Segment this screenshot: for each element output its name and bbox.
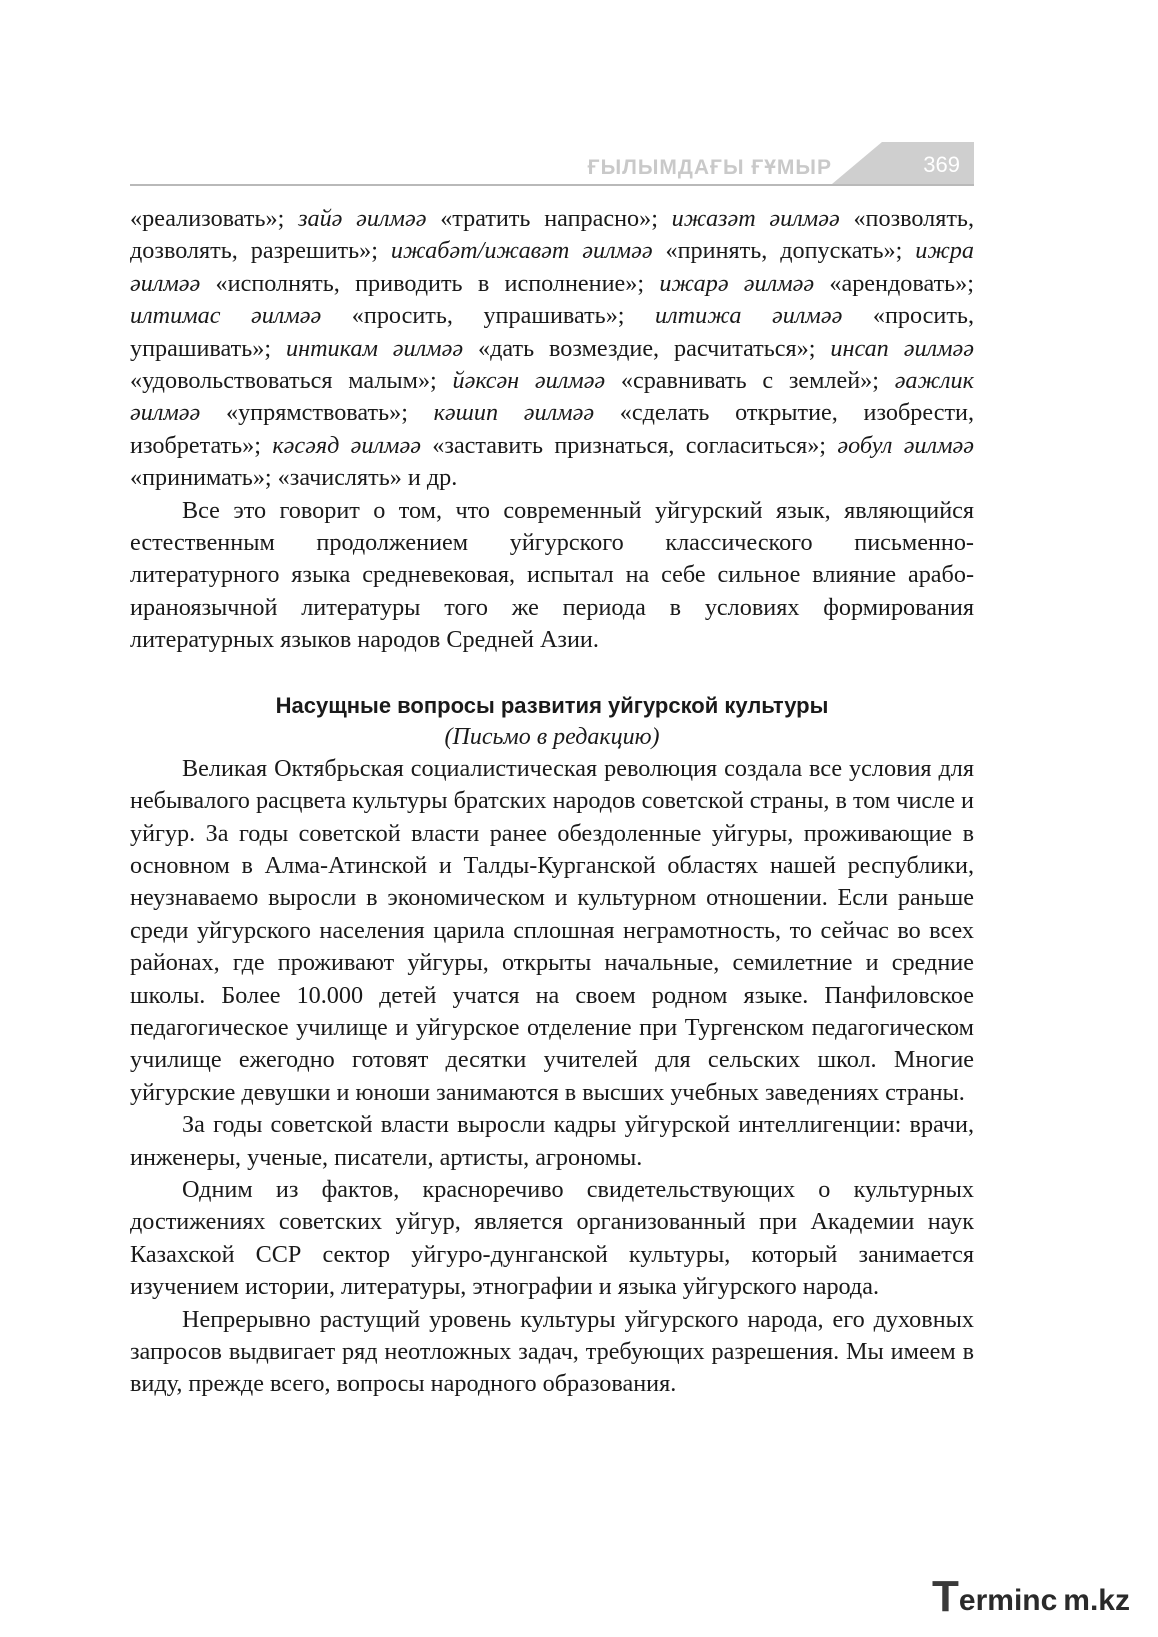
italic-term: илтижа әилмәә — [655, 302, 843, 330]
header-tab-wedge — [832, 142, 882, 184]
italic-term: интикам әилмәә — [285, 334, 464, 362]
text-run: «дать возмездие, расчитаться»; — [463, 334, 831, 362]
watermark-text: erminc m.kz — [958, 1584, 1130, 1617]
italic-term: әажлик әилмәә — [130, 367, 974, 427]
section-subheading: (Письмо в редакцию) — [444, 723, 660, 750]
italic-term: йәксән әилмәә — [452, 367, 606, 395]
text-run: «принимать»; «зачислять» и др. — [130, 464, 458, 492]
italic-term: инсап әилмәә — [830, 334, 974, 362]
text-run: «тратить напрасно»; — [426, 205, 672, 232]
italic-term: әобул әилмәә — [837, 431, 974, 459]
running-header — [130, 138, 974, 188]
watermark-initial: T — [932, 1572, 959, 1621]
paragraph-education: Непрерывно растущий уровень культуры уйгурского народа, его духовных запросов выдвигает ряд неотложных задач, требующих разрешения. Мы имеем в виду, прежде всего, вопросы народного образования. — [130, 1305, 974, 1398]
paragraph-academy: Одним из фактов, красноречиво свидетельствующих о культурных достижениях советских уйгур, является организованный при Академии наук Казахской ССР сектор уйгуро-дунганской культуры, который занимается изучением истории, литературы, этнографии и языка уйгурского народа. — [130, 1175, 974, 1301]
text-run: «реализовать»; — [130, 205, 299, 232]
paragraph-conclusion: Все это говорит о том, что современный уйгурский язык, являющийся естественным продолжением уйгурского классического письменно-литературного языка средневековая, испытал на себе сильное влияние арабо-ираноязычной литературы того же периода в условиях формирования литературных языков народов Средней Азии. — [130, 496, 974, 654]
italic-term: зайә әилмәә — [298, 205, 427, 232]
italic-term: ижарә әилмәә — [659, 269, 815, 297]
paragraph-revolution: Великая Октябрьская социалистическая революция создала все условия для небывалого расцвета культуры братских народов советской страны, в том числе и уйгур. За годы советской власти ранее обездоленные уйгуры, проживающие в основном в Алма-Атинской и Талды-Курганской областях нашей республики, неузнаваемо выросли в экономическом и культурном отношении. Если раньше среди уйгурского населения царила сплошная неграмотность, то сейчас во всех районах, где проживают уйгуры, открыты начальные, семилетние и средние школы. Более 10.000 детей учатся на своем родном языке. Панфиловское педагогическое училище и уйгурское отделение при Тургенском педагогическом училище ежегодно готовят десятки учителей для сельских школ. Многие уйгурские девушки и юноши занимаются в высших учебных заведениях страны. — [130, 754, 974, 1106]
header-page-tab — [882, 142, 974, 184]
italic-term: ижазәт әилмәә — [671, 205, 840, 232]
text-run: «арендовать»; — [814, 269, 974, 297]
text-run: «исполнять, приводить в исполнение»; — [200, 269, 660, 297]
text-run: «удовольствоваться малым»; — [130, 367, 453, 395]
text-run: «просить, упрашивать»; — [130, 302, 974, 362]
header-rule — [130, 184, 974, 186]
termincom-watermark — [932, 1572, 1130, 1621]
text-run: «просить, упрашивать»; — [321, 302, 656, 330]
text-run: «принять, допускать»; — [652, 237, 916, 265]
text-run: «сделать открытие, изобрести, изобретать»; — [130, 399, 975, 459]
running-header-title: ҒЫЛЫМДАҒЫ ҒҰМЫР — [587, 156, 832, 179]
section-heading: Насущные вопросы развития уйгурской культуры — [275, 692, 829, 718]
text-run: «упрямствовать»; — [200, 399, 434, 427]
paragraph-intelligentsia: За годы советской власти выросли кадры уйгурской интеллигенции: врачи, инженеры, ученые, писатели, артисты, агрономы. — [130, 1111, 974, 1171]
italic-term: ижра әилмәә — [130, 237, 974, 297]
paragraph-verb-list — [130, 203, 974, 495]
text-run: «позволять, дозволять, разрешить»; — [130, 205, 974, 265]
italic-term: кәсәяд әилмәә — [272, 431, 421, 459]
italic-term: ижабәт/ижавәт әилмәә — [390, 237, 653, 265]
text-run: «заставить признаться, согласиться»; — [420, 431, 838, 459]
text-run: «сравнивать с землей»; — [605, 367, 895, 395]
page-number: 369 — [923, 152, 960, 177]
italic-term: илтимас әилмәә — [130, 302, 322, 330]
page-body — [130, 203, 974, 1401]
italic-term: кәшип әилмәә — [433, 399, 595, 427]
